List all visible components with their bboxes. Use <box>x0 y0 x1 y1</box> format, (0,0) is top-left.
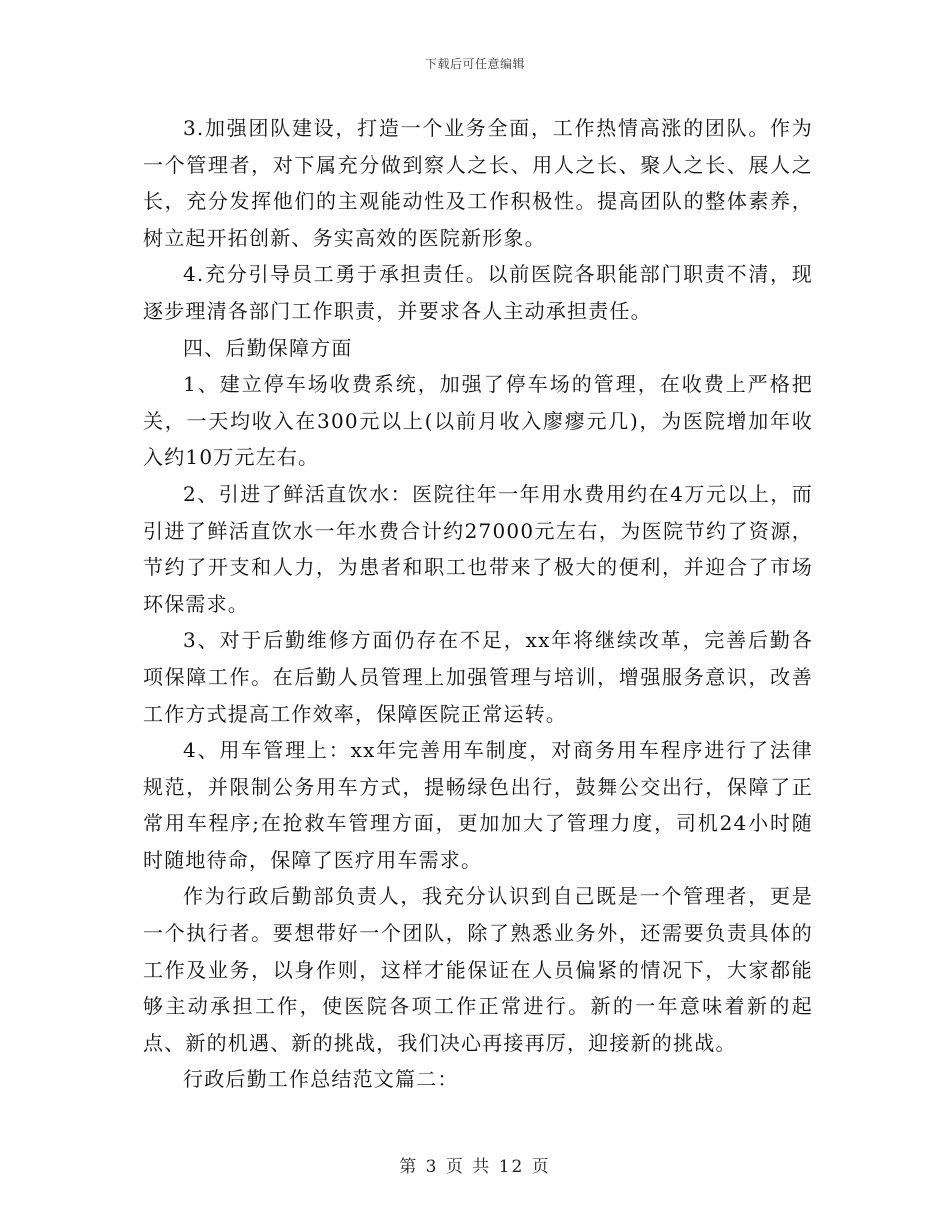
paragraph-summary: 作为行政后勤部负责人，我充分认识到自己既是一个管理者，更是一个执行者。要想带好一个团队，除了熟悉业务外，还需要负责具体的工作及业务，以身作则，这样才能保证在人员偏紧的情况下，大家都能够主动承担工作，使医院各项工作正常进行。新的一年意味着新的起点、新的机遇、新的挑战，我们决心再接再厉，迎接新的挑战。 <box>143 884 813 1055</box>
paragraph-drinking-water: 2、引进了鲜活直饮水：医院往年一年用水费用约在4万元以上，而引进了鲜活直饮水一年水费合计约27000元左右，为医院节约了资源，节约了开支和人力，为患者和职工也带来了极大的便利，并迎合了市场环保需求。 <box>143 481 813 616</box>
section-heading-logistics: 四、后勤保障方面 <box>183 335 353 360</box>
paragraph-maintenance: 3、对于后勤维修方面仍存在不足，xx年将继续改革，完善后勤各项保障工作。在后勤人员管理上加强管理与培训，增强服务意识，改善工作方式提高工作效率，保障医院正常运转。 <box>143 628 813 726</box>
paragraph-responsibility: 4.充分引导员工勇于承担责任。以前医院各职能部门职责不清，现逐步理清各部门工作职责，并要求各人主动承担责任。 <box>143 262 813 323</box>
paragraph-parking: 1、建立停车场收费系统，加强了停车场的管理，在收费上严格把关，一天均收入在300元以上(以前月收入廖瘳元几)，为医院增加年收入约10万元左右。 <box>143 372 813 470</box>
paragraph-team-building: 3.加强团队建设，打造一个业务全面，工作热情高涨的团队。作为一个管理者，对下属充分做到察人之长、用人之长、聚人之长、展人之长，充分发挥他们的主观能动性及工作积极性。提高团队的整体素养，树立起开拓创新、务实高效的医院新形象。 <box>143 116 813 250</box>
header-note: 下载后可任意编辑 <box>424 57 525 71</box>
paragraph-section-two-title: 行政后勤工作总结范文篇二： <box>183 1067 459 1092</box>
document-body <box>143 110 813 1098</box>
page-number: 第 3 页 共 12 页 <box>399 1157 551 1177</box>
paragraph-vehicle-management: 4、用车管理上：xx年完善用车制度，对商务用车程序进行了法律规范，并限制公务用车方式，提畅绿色出行，鼓舞公交出行，保障了正常用车程序;在抢救车管理方面，更加加大了管理力度，司机24小时随时随地待命，保障了医疗用车需求。 <box>143 738 813 872</box>
